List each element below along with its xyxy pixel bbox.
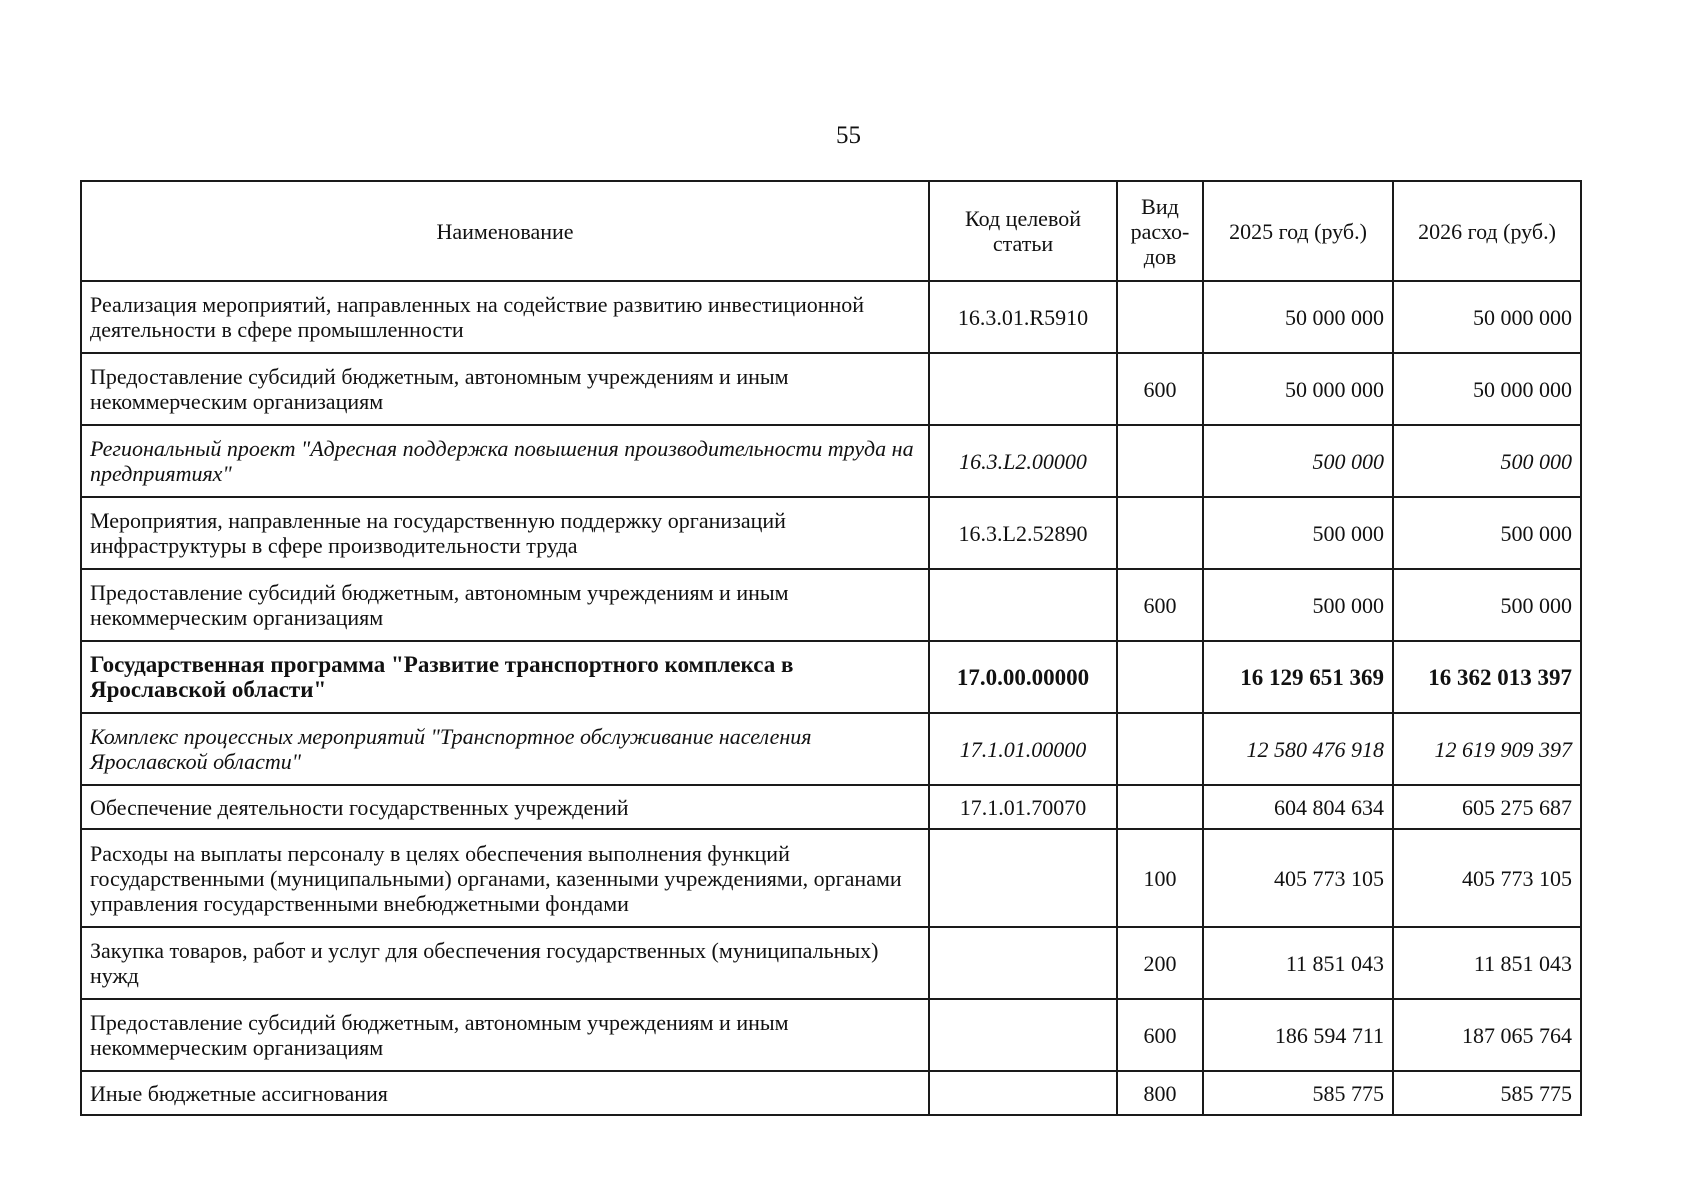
row-expense-type xyxy=(1117,425,1203,497)
row-expense-type xyxy=(1117,497,1203,569)
row-2026: 500 000 xyxy=(1393,569,1581,641)
row-2025: 500 000 xyxy=(1203,569,1393,641)
row-name: Мероприятия, направленные на государственную поддержку организаций инфраструктуры в сфере производительности труда xyxy=(81,497,929,569)
row-expense-type: 600 xyxy=(1117,353,1203,425)
row-code xyxy=(929,927,1117,999)
row-2026: 50 000 000 xyxy=(1393,353,1581,425)
row-expense-type xyxy=(1117,713,1203,785)
header-2026: 2026 год (руб.) xyxy=(1393,181,1581,281)
row-expense-type: 100 xyxy=(1117,829,1203,927)
row-code: 16.3.L2.00000 xyxy=(929,425,1117,497)
row-2026: 11 851 043 xyxy=(1393,927,1581,999)
row-2026: 500 000 xyxy=(1393,425,1581,497)
row-2025: 500 000 xyxy=(1203,497,1393,569)
row-2025: 405 773 105 xyxy=(1203,829,1393,927)
row-name: Региональный проект "Адресная поддержка повышения производительности труда на предприятиях" xyxy=(81,425,929,497)
table-row xyxy=(81,785,1581,829)
table-row xyxy=(81,569,1581,641)
row-code: 16.3.01.R5910 xyxy=(929,281,1117,353)
row-code xyxy=(929,829,1117,927)
table-row xyxy=(81,1071,1581,1115)
row-2025: 16 129 651 369 xyxy=(1203,641,1393,713)
table-row xyxy=(81,927,1581,999)
row-code xyxy=(929,569,1117,641)
row-name: Расходы на выплаты персоналу в целях обеспечения выполнения функций государственными (муниципальными) органами, казенными учреждениями, органами управления государственными внебюджетными фондами xyxy=(81,829,929,927)
row-name: Предоставление субсидий бюджетным, автономным учреждениям и иным некоммерческим организациям xyxy=(81,569,929,641)
header-expense-type: Вид расхо-дов xyxy=(1117,181,1203,281)
row-code xyxy=(929,999,1117,1071)
row-2025: 500 000 xyxy=(1203,425,1393,497)
table-row xyxy=(81,999,1581,1071)
row-2025: 186 594 711 xyxy=(1203,999,1393,1071)
row-2026: 187 065 764 xyxy=(1393,999,1581,1071)
table-row xyxy=(81,641,1581,713)
row-name: Обеспечение деятельности государственных учреждений xyxy=(81,785,929,829)
row-2026: 605 275 687 xyxy=(1393,785,1581,829)
header-name: Наименование xyxy=(81,181,929,281)
row-2026: 500 000 xyxy=(1393,497,1581,569)
budget-table xyxy=(80,180,1582,1116)
row-name: Реализация мероприятий, направленных на содействие развитию инвестиционной деятельности в сфере промышленности xyxy=(81,281,929,353)
row-code: 17.1.01.00000 xyxy=(929,713,1117,785)
row-expense-type: 600 xyxy=(1117,999,1203,1071)
table-row xyxy=(81,353,1581,425)
row-2025: 11 851 043 xyxy=(1203,927,1393,999)
row-code: 17.1.01.70070 xyxy=(929,785,1117,829)
row-name: Комплекс процессных мероприятий "Транспортное обслуживание населения Ярославской области" xyxy=(81,713,929,785)
page-number: 55 xyxy=(836,122,861,149)
row-2025: 585 775 xyxy=(1203,1071,1393,1115)
row-name: Предоставление субсидий бюджетным, автономным учреждениям и иным некоммерческим организациям xyxy=(81,999,929,1071)
table-row xyxy=(81,829,1581,927)
row-expense-type: 200 xyxy=(1117,927,1203,999)
row-code: 17.0.00.00000 xyxy=(929,641,1117,713)
row-2025: 12 580 476 918 xyxy=(1203,713,1393,785)
table-row xyxy=(81,425,1581,497)
row-2026: 16 362 013 397 xyxy=(1393,641,1581,713)
table-row xyxy=(81,497,1581,569)
table-header-row xyxy=(81,181,1581,281)
row-2026: 405 773 105 xyxy=(1393,829,1581,927)
row-code xyxy=(929,353,1117,425)
row-2025: 50 000 000 xyxy=(1203,353,1393,425)
table-row xyxy=(81,281,1581,353)
row-2026: 12 619 909 397 xyxy=(1393,713,1581,785)
header-code: Код целевой статьи xyxy=(929,181,1117,281)
row-name: Закупка товаров, работ и услуг для обеспечения государственных (муниципальных) нужд xyxy=(81,927,929,999)
row-2026: 50 000 000 xyxy=(1393,281,1581,353)
header-2025: 2025 год (руб.) xyxy=(1203,181,1393,281)
row-expense-type: 600 xyxy=(1117,569,1203,641)
table-row xyxy=(81,713,1581,785)
row-2026: 585 775 xyxy=(1393,1071,1581,1115)
row-expense-type xyxy=(1117,281,1203,353)
row-expense-type xyxy=(1117,785,1203,829)
row-2025: 50 000 000 xyxy=(1203,281,1393,353)
row-code: 16.3.L2.52890 xyxy=(929,497,1117,569)
row-expense-type: 800 xyxy=(1117,1071,1203,1115)
row-name: Государственная программа "Развитие транспортного комплекса в Ярославской области" xyxy=(81,641,929,713)
row-name: Предоставление субсидий бюджетным, автономным учреждениям и иным некоммерческим организациям xyxy=(81,353,929,425)
row-expense-type xyxy=(1117,641,1203,713)
row-name: Иные бюджетные ассигнования xyxy=(81,1071,929,1115)
row-2025: 604 804 634 xyxy=(1203,785,1393,829)
row-code xyxy=(929,1071,1117,1115)
